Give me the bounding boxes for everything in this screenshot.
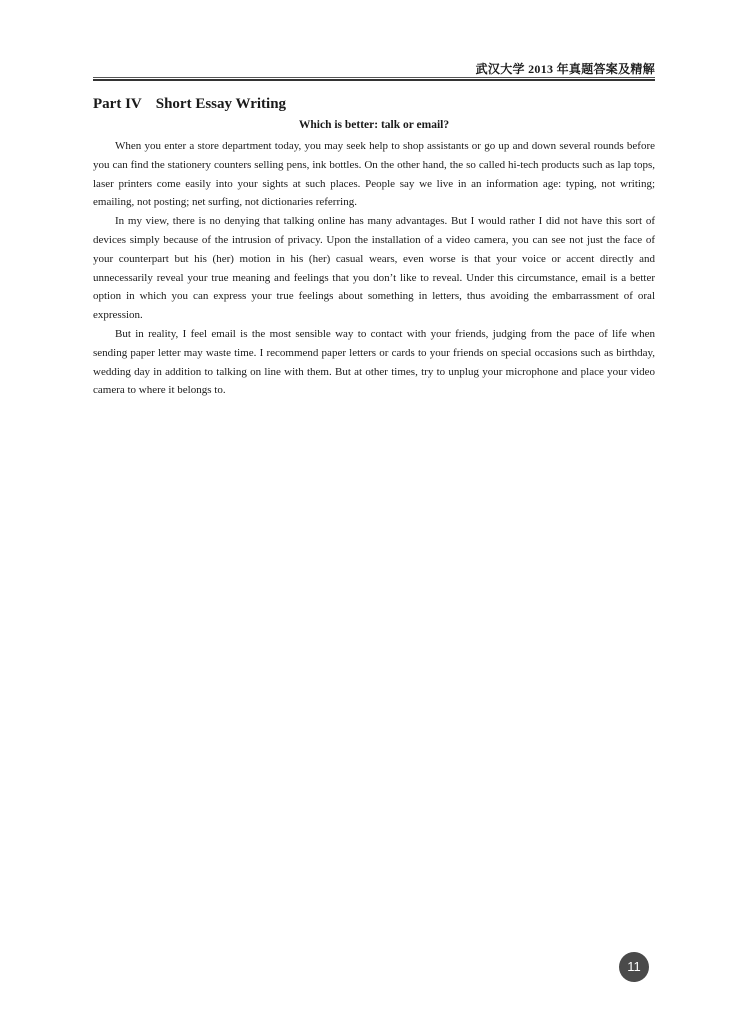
header-rule <box>93 77 655 78</box>
essay-paragraph-1: When you enter a store department today, you may seek help to shop assistants or go up and down several rounds before you can find the stationery counters selling pens, ink bottles. On the other hand, the so called hi-tech products such as lap tops, laser printers come easily into your sights at such places. People say we live in an information age: typing, not writing; emailing, not posting; net surfing, not dictionaries referring. <box>93 140 655 209</box>
essay-title: Which is better: talk or email? <box>298 119 450 131</box>
section-part-label: Part IV <box>93 96 142 112</box>
essay-paragraph-2: In my view, there is no denying that talking online has many advantages. But I would rather I did not have this sort of devices simply because of the intrusion of privacy. Upon the installation of a video camera, you can see not just the face of your counterpart but his (her) motion in his (her) casual wears, even worse is that your voice or accent directly and unnecessarily reveal your true meaning and feelings that you don’t like to reveal. Under this circumstance, email is a better option in which you can express your true feelings about something in letters, thus avoiding the embarrassment of oral expression. <box>93 215 655 322</box>
running-header: 武汉大学 2013 年真题答案及精解 <box>475 62 655 76</box>
header-rule-thick <box>93 79 655 81</box>
section-heading <box>93 96 286 113</box>
essay-paragraph-3: But in reality, I feel email is the most sensible way to contact with your friends, judging from the pace of life when sending paper letter may waste time. I recommend paper letters or cards to your friends on special occasions such as birthday, wedding day in addition to talking on line with them. But at other times, try to unplug your microphone and place your video camera to where it belongs to. <box>93 327 655 397</box>
section-title: Short Essay Writing <box>155 96 287 112</box>
essay-body <box>93 137 655 400</box>
page-number-badge: 11 <box>619 952 649 982</box>
